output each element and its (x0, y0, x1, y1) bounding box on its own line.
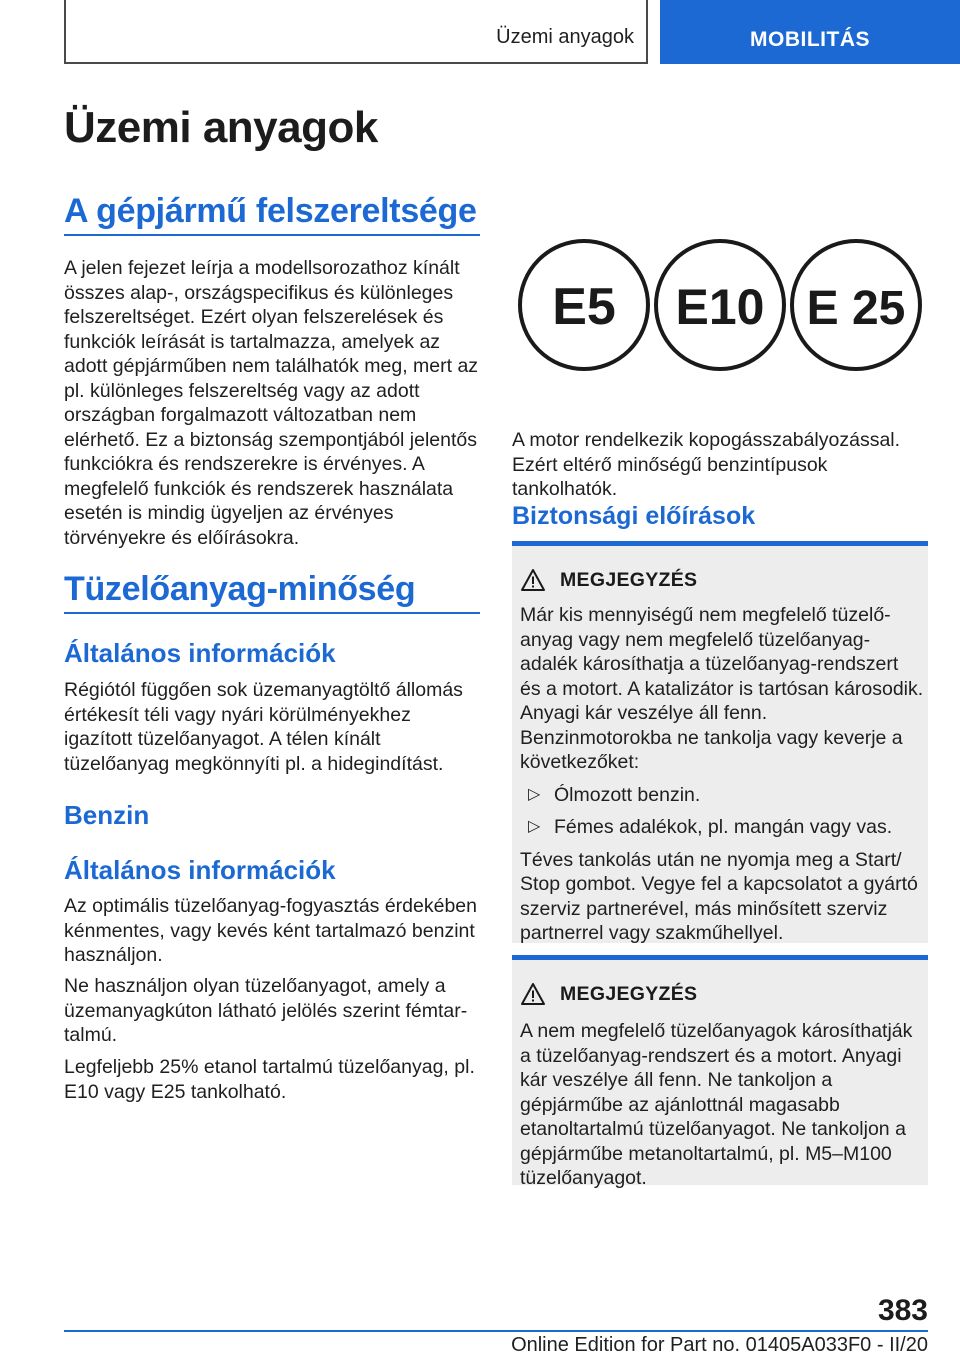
bullet-triangle-icon: ▷ (528, 785, 541, 803)
equipment-text: A jelen fejezet leírja a modellsorozathoz kínált összes alap-, országspecifikus és különleges felszereltséget. Ezért olyan felszerelések és funkciók leírását is tartalmazza, amelyek az adott gépjárműben nem találhatók meg, mert az pl. különleges felszereltség vagy az adott országban forgalmazott változatban nem elérhető. Ez a biztonság szempontjából jelentős funkciókra és rendszerekre is érvényes. A megfelelő funkciók és rendszerek használata esetén is mindig ügyeljen az érvényes törvényekre és előírásokra. (64, 257, 479, 549)
notice-1-bullet (528, 815, 924, 840)
svg-text:E 25: E 25 (806, 282, 906, 335)
petrol-general-heading: Általános információk (64, 855, 336, 885)
petrol-text-3: Legfeljebb 25% etanol tartalmú tüzelőanyag, pl. E10 vagy E25 tankolható. (64, 1056, 475, 1103)
page-title: Üzemi anyagok (64, 103, 378, 152)
fuel-label-e25 (792, 241, 920, 369)
warning-triangle-icon (520, 568, 546, 592)
svg-text:E5: E5 (552, 278, 616, 336)
page-number: 383 (877, 1294, 928, 1327)
fuel-label-badges (512, 238, 928, 388)
notice-2-body (520, 1019, 924, 1191)
fuel-general-text: Régiótól függően sok üzemanyagtöltő állomás értékesít téli vagy nyári körülményekhez igazított tüzelőanyagot. A télen kínált tüzelőanyag megkönnyíti pl. a hidegindítást. (64, 679, 463, 775)
header-chapter-tab[interactable] (660, 0, 960, 64)
fuel-quality-heading-rule (64, 612, 480, 614)
notice-2-header (520, 982, 697, 1006)
notice-box-1 (512, 541, 928, 943)
bullet-triangle-icon: ▷ (528, 818, 541, 835)
fuel-labels-text: A motor rendelkezik kopogásszabályozással. Ezért eltérő minőségű benzintípusok tankolhatók. (512, 429, 901, 500)
fuel-general-heading: Általános információk (64, 638, 336, 668)
footer-edition: Online Edition for Part no. 01405A033F0 - II/20 (511, 1334, 928, 1356)
header-section-box (64, 0, 648, 64)
notice-box-2 (512, 955, 928, 1189)
svg-text:E10: E10 (675, 279, 765, 335)
notice-2-text: A nem megfelelő tüzelőanyagok károsíthatják a tüzelőanyag-rendszert és a motort. Anyagi kár veszélye áll fenn. Ne tankoljon a gépjárműbe az ajánlottnál magasabb etanoltartalmú tüzelőanyagot. Ne tankoljon a gépjárműbe metanoltartalmú, pl. M5–M100 tüzelőanyagot. (520, 1020, 913, 1189)
notice-2-title: MEGJEGYZÉS (560, 982, 698, 1005)
equipment-heading: A gépjármű felszereltsége (64, 192, 477, 230)
fuel-label-e10 (656, 241, 784, 369)
notice-1-text: Már kis mennyiségű nem megfelelő tüzelőanyag vagy nem megfelelő tüzelőanyag-adalék károsíthatja a tüzelőanyag-rendszert és a motort. A katalizátor is tartósan károsodik. Anyagi kár veszélye áll fenn. Benzinmotorokba ne tankolja vagy keverje a következőket: (520, 604, 924, 773)
petrol-text-2: Ne használjon olyan tüzelőanyagot, amely a üzemanyagkúton látható jelölés szerint fémtartalmú. (64, 975, 468, 1046)
notice-1-title: MEGJEGYZÉS (560, 568, 698, 591)
equipment-heading-rule (64, 234, 480, 236)
petrol-heading: Benzin (64, 800, 150, 830)
footer-rule (64, 1330, 928, 1332)
header-chapter-label: MOBILITÁS (750, 28, 870, 51)
notice-1-bullet-text: Ólmozott benzin. (554, 783, 701, 806)
warning-triangle-icon (520, 982, 546, 1006)
safety-heading: Biztonsági előírások (512, 502, 756, 530)
notice-1-header (520, 568, 697, 592)
notice-1-bullet-text: Fémes adalékok, pl. mangán vagy vas. (554, 816, 893, 838)
petrol-text-1: Az optimális tüzelőanyag-fogyasztás érdekében kénmentes, vagy kevés ként tartalmazó benzint használjon. (64, 895, 477, 966)
notice-1-bullet (528, 783, 924, 808)
notice-1-after-text: Téves tankolás után ne nyomja meg a Start/ Stop gombot. Vegye fel a kapcsolatot a gyártó szerviz partnerével, más minősített szerviz partnerrel vagy szakműhellyel. (520, 848, 918, 944)
header-section-title: Üzemi anyagok (496, 26, 634, 48)
notice-1-body (520, 603, 924, 946)
fuel-label-e5 (520, 241, 648, 369)
fuel-quality-heading: Tüzelőanyag-minőség (64, 570, 416, 608)
